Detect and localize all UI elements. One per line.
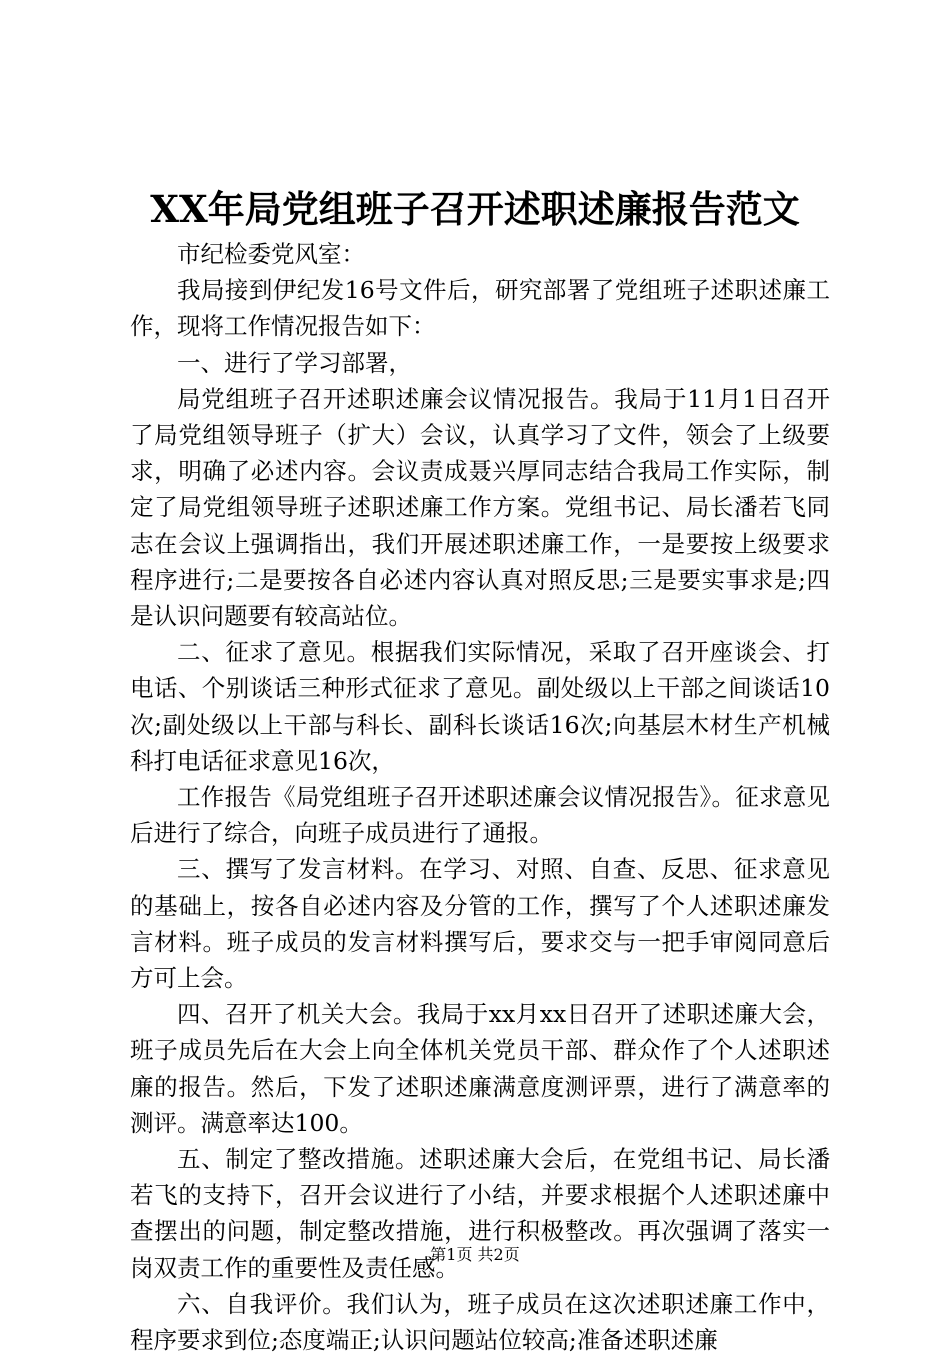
paragraph: 二、征求了意见。根据我们实际情况，采取了召开座谈会、打电话、个别谈话三种形式征求了意见。副处级以上干部之间谈话10次;副处级以上干部与科长、副科长谈话16次;向基层木材生产机械科打电话征求意见16次， [130, 638, 830, 775]
document-body [130, 236, 830, 1358]
paragraph: 三、撰写了发言材料。在学习、对照、自查、反思、征求意见的基础上，按各自必述内容及分管的工作，撰写了个人述职述廉发言材料。班子成员的发言材料撰写后，要求交与一把手审阅同意后方可上会。 [130, 855, 830, 993]
document-title: XX年局党组班子召开述职述廉报告范文 [150, 187, 800, 231]
page-footer: 第1页 共2页 [430, 1245, 520, 1264]
paragraph: 一、进行了学习部署， [177, 348, 412, 377]
paragraph: 工作报告《局党组班子召开述职述廉会议情况报告》。征求意见后进行了综合，向班子成员进行了通报。 [130, 783, 830, 848]
paragraph: 六、自我评价。我们认为，班子成员在这次述职述廉工作中，程序要求到位;态度端正;认识问题站位较高;准备述职述廉 [130, 1289, 830, 1355]
paragraph: 四、召开了机关大会。我局于xx月xx日召开了述职述廉大会，班子成员先后在大会上向全体机关党员干部、群众作了个人述职述廉的报告。然后，下发了述职述廉满意度测评票，进行了满意率的测评。满意率达100。 [130, 1000, 830, 1137]
salutation: 市纪检委党风室： [177, 240, 365, 268]
paragraph: 五、制定了整改措施。述职述廉大会后，在党组书记、局长潘若飞的支持下，召开会议进行了小结，并要求根据个人述职述廉中查摆出的问题，制定整改措施，进行积极整改。再次强调了落实一岗双责工作的重要性及责任感。 [130, 1145, 830, 1282]
paragraph: 我局接到伊纪发16号文件后，研究部署了党组班子述职述廉工作，现将工作情况报告如下： [130, 276, 830, 341]
paragraph: 局党组班子召开述职述廉会议情况报告。我局于11月1日召开了局党组领导班子（扩大）会议，认真学习了文件，领会了上级要求，明确了必述内容。会议责成聂兴厚同志结合我局工作实际，制定了局党组领导班子述职述廉工作方案。党组书记、局长潘若飞同志在会议上强调指出，我们开展述职述廉工作，一是要按上级要求程序进行;二是要按各自必述内容认真对照反思;三是要实事求是;四是认识问题要有较高站位。 [130, 384, 830, 631]
